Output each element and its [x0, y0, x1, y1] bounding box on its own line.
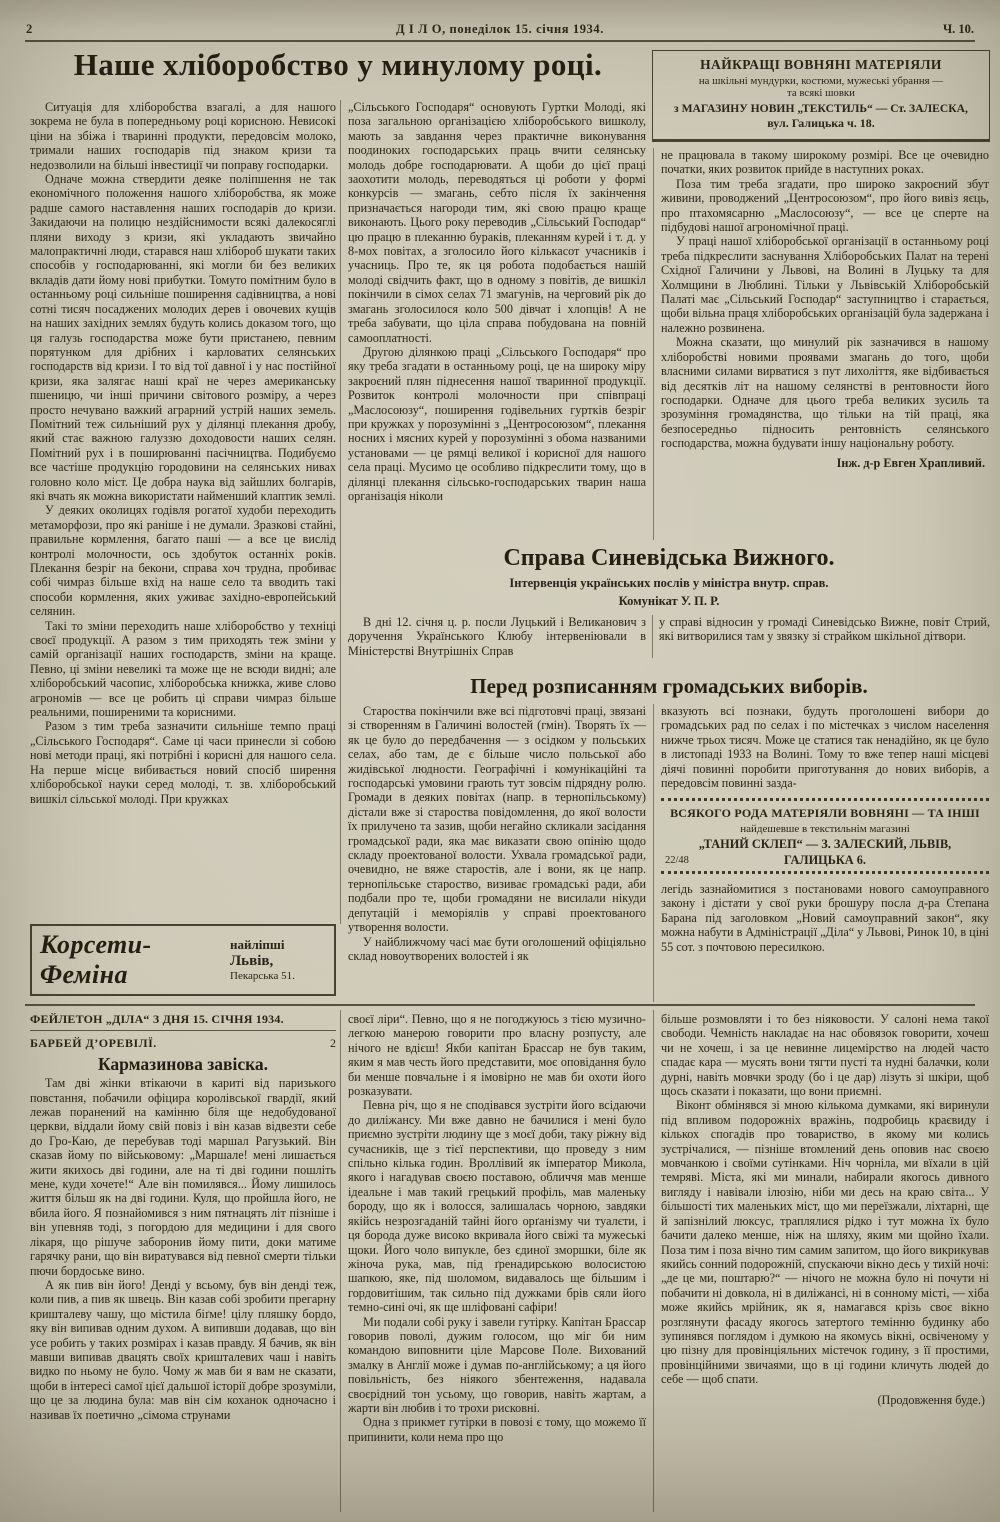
article2-subtitle: Інтервенція українських послів у міністра внутр. справ. — [509, 576, 829, 590]
masthead — [26, 22, 974, 37]
article1-column-3 — [661, 148, 989, 470]
ad-korseti-city: Львів, — [230, 952, 274, 969]
ad-korseti-details — [230, 938, 326, 982]
article3-title: Перед розписанням громадських виборів. — [470, 674, 868, 698]
ad-textile-line: на шкільні мундурки, костюми, мужеські убрання — — [698, 75, 944, 87]
feuilleton-column-3-text: більше розмовляти і то без ніяковости. У салоні нема такої свободи. Чемність накладає на нас обовязок говорити, хочеш чи не хочеш, і за це невинне лицемірство на людей часто спадає кара — мусять вони тягти пусті та нудні балачки, коли дурні, навіть мовчки зроду (бо і це дар) лізуть зі шкіри, щоб щось сказати і показати, що вони приємні. Віконт обмінявся зі мною кількома думками, які виринули під впливом подорожніх вражінь, подробиць краєвиду і кількох спогадів про товариство, в якому ми колись зустрічалися, — пізніше втомлений день оповив нас своєю мовчанкою і своїми сутінками. Ніч чорніла, ми вїхали в цій темряві. Міста, які ми минали, набирали якогось дивного вигляду і навівали ілюзію, ніби ми десь на краю світа... У більшості тих маленьких міст, що ми переїзжали, ліхтарні, ще й запізнілий люксус, траплялися рідко і тут можна їх було бачити далеко менше, ніж на шляху, яким ми щойно їхали. Поза тим і поза вічно тим самим запитом, що його викрикував якийсь сонний подорожній, спускаючи вікно десь у тихій ночі: „де це ми, поштарю?“ — нічого не можна було ні почути ні побачити ні довкола, ні в диліжансі, ні в сонному місті, — хіба може якийсь мрійник, як я, намагався крізь своє вікно розглянути фасаду якогось затертого темінню будинку або зупинявся поглядом і думкою на якомусь вікні, освіченому у цю пізну для провінціяльних містечок годину, з її простими, провінційними звичаями, що в ці години кличуть людей до себе — щоб спати. — [661, 1012, 989, 1387]
ad-korseti-brand: Корсети-Феміна — [40, 930, 152, 989]
feuilleton-column-1 — [30, 1012, 336, 1512]
article1-signature: Інж. д-р Евген Храпливий. — [836, 455, 985, 470]
issue-number: Ч. 10. — [942, 22, 974, 36]
ad-sklep-code: 22/48 — [665, 854, 689, 866]
article1-column-3-text: не працювала в такому широкому розмірі. Все це очевидно початки, яких розвиток прийде в наступних роках. Поза тим треба згадати, про широко закроєний збут живини, проводжений „Центросоюзом“, про його вивіз яєць, про птахомясарню „Маслосоюзу“, — все це сперте на підбудові нашої агрономічної праці. У праці нашої хліборобської організації в останньому році треба підкреслити заснування Хліборобських Палат на терені Східної Галичини у Львові, на Волині в Луцьку та для Холмщини в Люблині. Тільки у Львівській Хліборобській Палаті має „Сільський Господар“ заступництво і старається, щоби вільна праця хліборобських організацій була задержана і належно розвинена. Можна сказати, що минулий рік зазначився в нашому хліборобстві новими проявами змагань до того, щоби власними силами вирватися з пут лихоліття, яке відбивається від десятків літ на нашому селянстві в рентовности його господарки. Одначе для цього треба великих зусиль та зрозуміння громадянства, що тільки на тій праці, яка безпосередньо підносить рентовність селянського господарства, можна будувати іншу національну роботу. — [661, 148, 989, 451]
feuilleton-title: Кармазинова завіска. — [97, 1053, 269, 1074]
masthead-rule — [25, 40, 975, 42]
ad-korseti — [30, 924, 336, 996]
article2-columns — [348, 615, 990, 658]
feuilleton-part-number: 2 — [330, 1036, 336, 1051]
main-headline: Наше хліборобство у минулому році. — [73, 47, 603, 82]
ad-sklep-line: найдешевше в текстильнім магазині — [740, 822, 910, 835]
page-number: 2 — [26, 22, 33, 36]
feuilleton-column-1-text: Там дві жінки втікаючи в кариті від паризького повстання, побачили офіцира королівської гвардії, який лежав поранений на камінню біля ще недобудованої церкви, віддали йому свій повіз і він казав відвезти себе до Гро-Каю, де перебував тоді маршал Рагузький. Він сказав йому по військовому: „Маршале! мені лишається жити якихось дві години, але на ті дві години пошліть мене, куди хочете!“ Але він помилявся... Йому лишилось життя більш як на дві години. Куля, що пройшла його, не вбила його. Я познайомився з ним пятнацять літ пізніше і він упевняв тоді, з погордою для медицини і для свого лікаря, що рішуче заборонив йому пити, доки матиме гарячку рани, що він виратувався від певної смерти тільки пючи бордоське вино. А як пив він його! Денді у всьому, був він денді теж, коли пив, а пив як швець. Він казав собі зробити прегарну кришталеву чашу, що містила біґме! цілу пляшку бордо, яку він випивав одним духом. А випивши додавав, що він усе робить у таких розмірах і казав правду. Я бачив, як він мавши випивав двацять своїх кришталевих чаш і навіть видко по ньому не було. Чому ж мав би я вам не сказати, щоби в інтересі самої цієї дальшої історії добре зрозуміли, що це за людина була: мав він сім коханок одночасно і називав їх поетично „сімома струнами — [30, 1076, 336, 1422]
newspaper-title: Д І Л О, понеділок 15. січня 1934. — [396, 22, 604, 36]
feuilleton-rule — [25, 1004, 975, 1006]
article3-text-after-ad: легідь зазнайомитися з постановами нового самоуправного закону і дістати у свої руки брошуру посла д-ра Степана Барана під заголовком „Новий самоуправний закон“, яку можна набути в Адміністрації „Діла“ у Львові, Ринок 10, в ціні 55 сот. з почтовою пересилкою. — [661, 882, 989, 954]
ad-sklep-address: ГАЛИЦЬКА 6. — [784, 852, 866, 867]
article1-column-2: „Сільського Господаря“ основують Гуртки Молоді, які поза загальною організацією хліборобського вишколу, мають за завдання через практичне виконування поодиноких господарських праць вчити селянську молодь добре господарювати. А щоби до цієї праці заохотити молодь, переводяться ці роботи у формі конкурсів — змагань, себто після їх закінчення призначається нагороди тим, які свою працю краще виконають. Цього року переводив „Сільський Господар“ цю працю в плеканню бураків, плеканням курей і т. д. у 8-мох повітах, а зголосило його кількасот учасників і учасниць. Про те, як ця робота подобається нашій молоді свідчить факт, що в одному з повітів, де вишкіл покінчили в сімох селах 71 змагунів, на черговий рік до змагань зголосилося коло 500 дівчат і хлопців! А не треба забувати, що ціла справа побудована на повній самооплатності. Другою ділянкою праці „Сільського Господаря“ про яку треба згадати в останньому році, це на широку міру закроєний плян піднесення нашої тваринної продукції. Розвиток контролі молочности при співпраці „Маслосоюзу“, поширення годівельних гуртків безріг при кружках у порозумінні з „Центросоюзом“, плекання носних і мясних курей у порозумінні з обома названими установами — це рямці великої і корисної для нашого села праці. Мусимо це особливо підкреслити тому, що в ділянці плекання сільсько-господарських тварин наша організація ніколи — [348, 100, 646, 503]
feuilleton-column-3 — [661, 1012, 989, 1512]
column-rule — [652, 615, 653, 658]
column-rule — [653, 1010, 654, 1512]
column-rule — [653, 704, 654, 1002]
ad-textile-headline: НАЙКРАЩІ ВОВНЯНІ МАТЕРІЯЛИ — [700, 57, 942, 72]
column-rule — [340, 100, 341, 924]
ad-textile-store: з МАГАЗИНУ НОВИН „ТЕКСТИЛЬ“ — Ст. ЗАЛЕСКА, — [674, 102, 968, 115]
ad-sklep-address-row — [663, 853, 987, 867]
ad-sklep-headline: ВСЯКОГО РОДА МАТЕРІЯЛИ ВОВНЯНІ — ТА ІНШІ — [670, 806, 980, 821]
ad-textile-address: вул. Галицька ч. 18. — [767, 116, 875, 130]
article2 — [348, 545, 990, 658]
column-rule — [340, 1010, 341, 1512]
feuilleton-author-row — [30, 1036, 336, 1050]
ad-textile — [652, 50, 990, 142]
article3-column-left: Староства покінчили вже всі підготовчі праці, звязані зі створенням в Галичині волостей (гмін). Творять їх — як це було до передбачення — з осідком у польських селах, або там, де є більше число польської або жидівської людности. Географічні і комунікаційні та господарські умовини грають тут зовсім підрядну ролю. Громади в деяких повітах (напр. в тернопільському) дістали вже зі староства повідомлення, до якої волости їх прилучено та зазив, щоби негайно скликали засідання громадської ради, яка має виказати свою опінію щодо складу проектованої волости. Ухвала громадської ради, очевидно, не вяже старостів, але і вони, як це напр. тернопільське староство, визиває громадські ради, аби подбали про те, щоби громадяни не висилали нікуди депутацій і меморіялів у справі проектованого утворення волости. У найближчому часі має бути оголошений офіціяльно склад новоутворених волостей і як — [348, 704, 646, 963]
article2-kicker: Комунікат У. П. Р. — [618, 594, 720, 608]
ad-korseti-street: Пекарська 51. — [230, 969, 295, 982]
ad-sklep-store: „ТАНИЙ СКЛЕП“ — З. ЗАЛЕСКИЙ, ЛЬВІВ, — [698, 837, 952, 852]
article3-text-before-ad: вказують всі познаки, будуть проголошені вибори до громадських рад по селах і по містечках з числом населення нижче трьох тисяч. Може це статися так ненадійно, як це було в листопаді 1933 на Волині. Тому то вже тепер наші місцеві діячі повинні поробити приготування до нових виборів, а передовсім повинні зазда- — [661, 704, 989, 791]
column-rule — [653, 148, 654, 540]
feuilleton-column-2: своєї ліри“. Певно, що я не погоджуюсь з тією музично-легкою манерою говорити про власну розпусту, але нічого не вдієш! Якби капітан Брассар не був таким, яким я мав честь його представити, моє оповідання було би менше повчальне і я імовірно не мав би охоти його розказувати. Певна річ, що я не сподівався зустріти його всідаючи до диліжансу. Ми вже давно не бачилися і мені було приємно зустріти людину ще з моєї доби, таку ріжну від сучасників, ще з тієї перспективи, що проведу з ним спільно кілька годин. Вроллівий як імператор Микола, якого і нагадував своєю поставою, обличчя мав менше ідеальне і мав такий грецький профіль, мав маленьку бороду, що як і волосся, залишалась чорною, завдяки якійсь незрозгаданій тайні його орґанізму чи туалєти, і ця борода дуже високо вкривала його свіжі та мужеські щоки. Його чоло випукле, без єдиної зморшки, біле як жіноча рука, мав, під ґренадирською волосистою шапкою, яке, під шоломом, видавалось ще більшим і гордовитішим, так сильно під дужками брів сяли його темно-сині очі, як ще шліфовані сафіри! Ми подали собі руку і завели гутірку. Капітан Брассар говорив поволі, дужим голосом, що міг би ним командою виповнити ціле Марсове Поле. Вихований змалку в Англії може і думав по-англійському; а ця його повільність, без ніякого збентеження, надавала своєрідний тон усьому, що говорив, навіть жартам, а жарти він любив і то трохи рисковні. Одна з прикмет гутірки в повозі є тому, що можемо її припинити, коли нема про що — [348, 1012, 646, 1444]
article2-title: Справа Синевідська Вижного. — [503, 545, 835, 571]
feuilleton-author: БАРБЕЙ Д’ОРЕВІЛЇ. — [30, 1036, 157, 1051]
article2-column-right: у справі відносин у громаді Синевідсько Вижне, повіт Стрий, які витворилися там у звязку зі страйком шкільної дітвори. — [659, 615, 990, 644]
article1-column-1: Ситуація для хліборобства взагалі, а для нашого зокрема не була в попередньому році корисною. Невисокі ціни на збіжа і тваринні продукти, передовсім молоко, тримали наших господарів під знаком кризи та недозволили на більші інвестиції чи поправу господарки. Одначе можна ствердити деяке поліпшення не так економічного положення нашого хліборобства, як може радше самого наставлення наших господарів до кризи. Закидаючи на полицю нездійснимости всякі далекосяглі пляни виходу з кризи, які укладають звичайно малопрактичні люди, старався наш хлібороб шукати таких способів у господарюванні, які могли би без великих вкладів дати йому нові прибутки. Томуто помітним було в останньому році сильніше поширення садівництва, а нові сотні тисяч посаджених молодих дерев і овочевих кущів на наших західних землях будуть колись доказом того, що ця галузь господарства може бути пристанею, певним порятунком для дрібних і карловатих селянських господарств від кризи. І то від тої давної і у нас постійної кризи, яка залягає наші краї не через американську пшеницю, чи інші причини світового розміру, а через просто нечувано важкий аграрний устрій наших земель. Помітний теж сильніший рух у ділянці плекання дробу, який стає важною галуззю доходовости наших селян. Помітний рух і в поширюванні пасічництва. Подибуємо все частіше продукцію городовини на селянських нивах головно коло міст. Це добра наука від зайшлих болгарів, які вчать як можна використати найменший клаптик землі. У деяких околицях годівля рогатої худоби переходить метаморфози, про які раніше і не думали. Зразкові стайні, правильне кормлення, багато паші — а все це вислід контролі молочности, ось здобуток останніх років. Плекання безріг на бекони, справа хоч трудна, пробиває собі чимраз більше вхід на наше село та вводить такі способи кормлення, яких уживає західно-европейський селянин. Такі то зміни переходить наше хліборобство у техніці своєї продукції. А разом з тим приходять теж зміни у самій організації наших господарств, зміни на краще. Певно, ці зміни невеликі та може ще не всюди видні; але хліборобський часопис, хліборобська книжка, живе слово агрономів — все це робить ці справи чимраз більше реальними, поширеними та корисними. Разом з тим треба зазначити сильніше темпо праці „Сільського Господаря“. Саме ці часи принесли зі собою нові методи праці, які потрібні і корисні для нашого села. На перше місце вибивається новий спосіб ширення хліборобської науки серед молоді, т. зв. хліборобський вишкіл сільської молоді. При кружках — [30, 100, 336, 806]
article3-column-right — [661, 704, 989, 1004]
to-be-continued-note: (Продовження буде.) — [877, 1392, 985, 1407]
ad-korseti-tagline: найліпші — [230, 937, 285, 953]
feuilleton-header: ФЕЙЛЕТОН „ДІЛА“ З ДНЯ 15. СІЧНЯ 1934. — [30, 1012, 336, 1031]
ad-sklep — [661, 798, 989, 874]
ad-textile-line: та всякі шовки — [787, 87, 855, 99]
article2-column-left: В дні 12. січня ц. р. посли Луцький і Великанович з доручення Українського Клюбу інтервеніювали в Міністерстві Внутрішніх Справ — [348, 615, 646, 658]
